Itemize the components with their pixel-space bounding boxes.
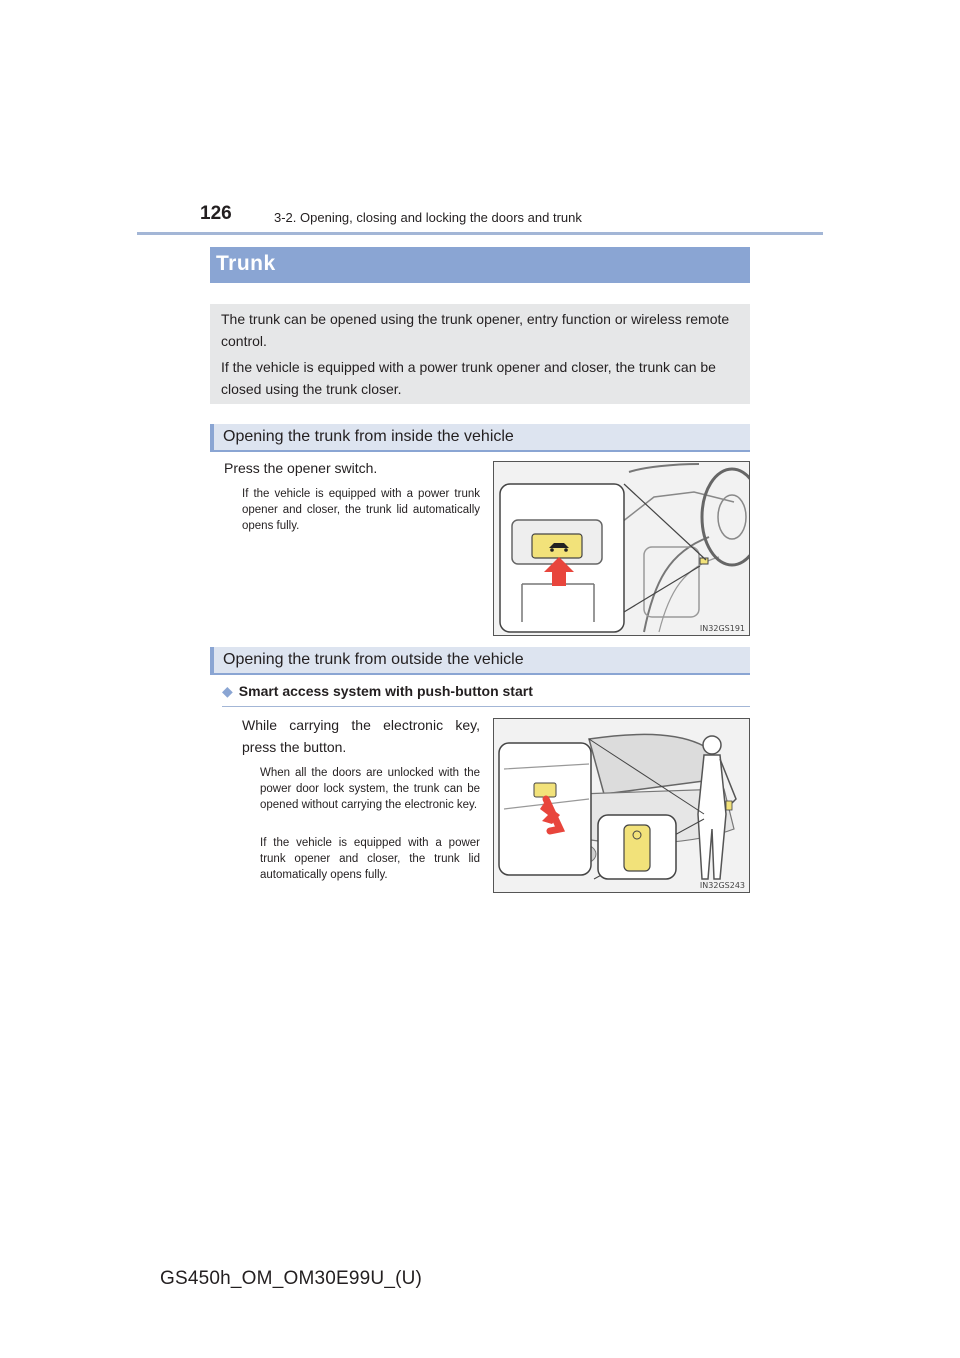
- header-section-title: 3-2. Opening, closing and locking the doors and trunk: [274, 210, 582, 225]
- intro-paragraph-2: If the vehicle is equipped with a power trunk opener and closer, the trunk can be closed using the trunk closer.: [221, 359, 716, 397]
- footer-doc-id: GS450h_OM_OM30E99U_(U): [160, 1268, 423, 1289]
- instruction-outside: While carrying the electronic key, press the button.: [242, 717, 480, 755]
- subheading-smart-access: [222, 683, 533, 700]
- diamond-bullet-icon: ◆: [222, 683, 233, 699]
- subheading-rule: [222, 706, 750, 707]
- figure-code-outside: IN32GS243: [699, 881, 745, 890]
- page-number: 126: [200, 203, 232, 224]
- opener-switch-illustration: [494, 462, 750, 636]
- header-rule: [137, 232, 823, 235]
- intro-box: [210, 304, 750, 404]
- intro-paragraph-1: The trunk can be opened using the trunk opener, entry function or wireless remote control.: [221, 311, 730, 349]
- subheading-smart-access-text: Smart access system with push-button start: [238, 683, 533, 699]
- section-heading-inside-text: Opening the trunk from inside the vehicle: [223, 428, 514, 445]
- note-outside-2: If the vehicle is equipped with a power trunk opener and closer, the trunk lid automatically opens fully.: [260, 837, 480, 881]
- note-outside-1: When all the doors are unlocked with the power door lock system, the trunk can be opened without carrying the electronic key.: [260, 767, 480, 811]
- title-banner: [210, 247, 750, 283]
- trunk-button-illustration: [494, 719, 750, 893]
- section-heading-outside-text: Opening the trunk from outside the vehicle: [223, 651, 524, 668]
- note-inside: If the vehicle is equipped with a power trunk opener and closer, the trunk lid automatically opens fully.: [242, 488, 480, 532]
- section-heading-outside: [210, 647, 750, 675]
- figure-trunk-button: [493, 718, 750, 893]
- figure-opener-switch: [493, 461, 750, 636]
- instruction-inside: Press the opener switch.: [224, 460, 378, 476]
- section-heading-inside: [210, 424, 750, 452]
- figure-code-inside: IN32GS191: [699, 624, 745, 633]
- page-title: Trunk: [216, 252, 276, 275]
